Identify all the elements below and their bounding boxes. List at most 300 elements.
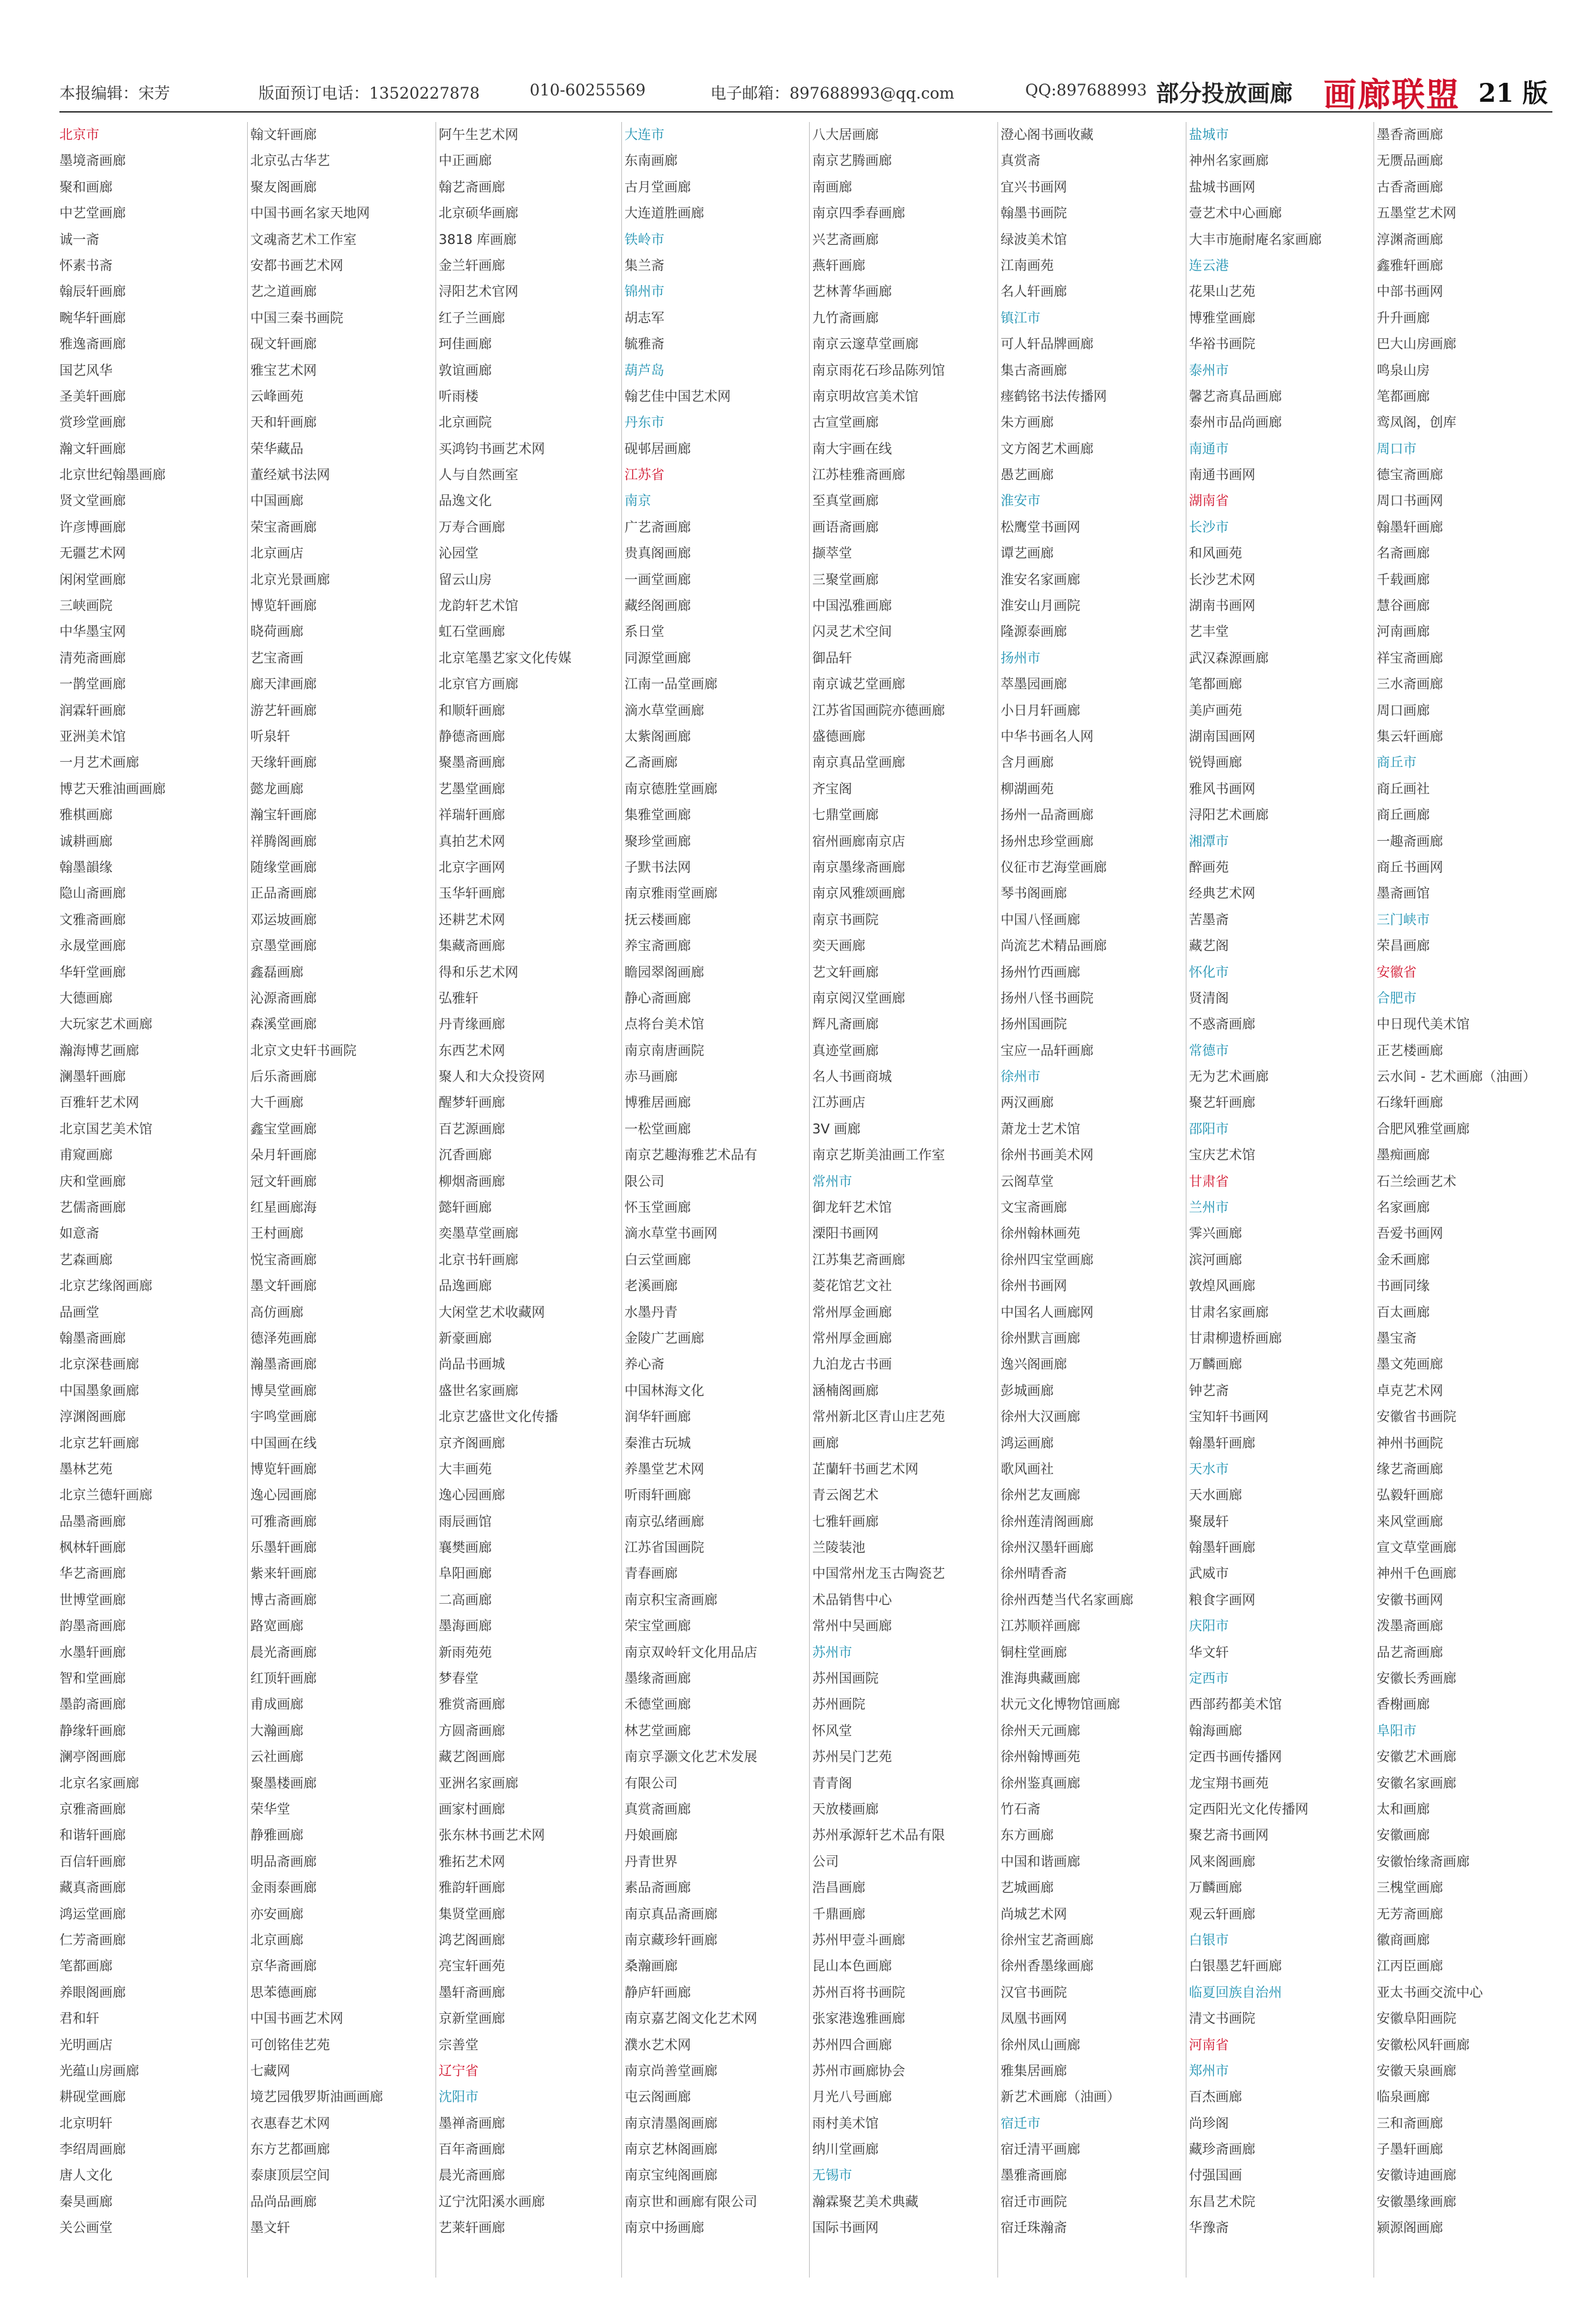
gallery-entry: 南京云邃草堂画廊	[812, 336, 918, 352]
gallery-entry: 养眼阁画廊	[59, 1984, 126, 2000]
gallery-entry: 东方艺都画廊	[250, 2142, 330, 2157]
gallery-entry: 淳渊阁画廊	[59, 1409, 126, 1425]
gallery-entry: 永晟堂画廊	[59, 938, 126, 954]
gallery-entry: 新艺术画廊（油画）	[1001, 2089, 1120, 2105]
gallery-entry: 南京书画院	[812, 912, 879, 927]
gallery-entry: 安徽诗迪画廊	[1377, 2168, 1456, 2183]
gallery-entry: 冠文轩画廊	[250, 1173, 317, 1189]
gallery-entry: 北京世纪翰墨画廊	[59, 467, 166, 483]
gallery-entry: 宿迁清平画廊	[1001, 2142, 1080, 2157]
gallery-entry: 中国常州龙玉古陶瓷艺	[812, 1566, 945, 1582]
gallery-entry: 林艺堂画廊	[624, 1723, 691, 1738]
gallery-entry: 养心斋	[624, 1357, 664, 1372]
gallery-entry: 宝知轩书画网	[1189, 1409, 1269, 1425]
gallery-entry: 亮宝轩画苑	[439, 1958, 505, 1974]
gallery-entry: 大连道胜画廊	[624, 205, 704, 221]
gallery-entry: 敦谊画廊	[439, 362, 492, 378]
gallery-entry: 宜兴书画网	[1001, 179, 1067, 195]
gallery-entry: 天和轩画廊	[250, 415, 317, 430]
gallery-entry: 安徽艺术画廊	[1377, 1749, 1456, 1765]
gallery-entry: 兰陵装池	[812, 1540, 865, 1556]
gallery-entry: 世博堂画廊	[59, 1592, 126, 1607]
gallery-entry: 江苏画店	[812, 1095, 865, 1111]
gallery-entry: 徐州默言画廊	[1001, 1330, 1080, 1346]
gallery-entry: 李绍周画廊	[59, 2142, 126, 2157]
gallery-entry: 三峡画院	[59, 598, 113, 614]
gallery-entry: 名人书画商城	[812, 1069, 892, 1085]
gallery-entry: 京齐阁画廊	[439, 1435, 505, 1451]
gallery-entry: 真迹堂画廊	[812, 1042, 879, 1058]
gallery-entry: 九竹斋画廊	[812, 310, 879, 326]
gallery-entry: 彭城画廊	[1001, 1382, 1054, 1398]
city-heading: 郑州市	[1189, 2063, 1229, 2078]
city-heading: 铁岭市	[624, 231, 664, 247]
editor-credit: 本报编辑：宋芳	[59, 84, 171, 102]
gallery-entry: 聚珍堂画廊	[624, 833, 691, 849]
gallery-entry: 北京画廊	[250, 1932, 303, 1948]
gallery-entry: 太紫阁画廊	[624, 728, 691, 744]
gallery-entry: 集云轩画廊	[1377, 728, 1443, 744]
gallery-entry: 安徽天泉画廊	[1377, 2063, 1456, 2078]
gallery-entry: 系日堂	[624, 624, 664, 640]
gallery-entry: 天缘轩画廊	[250, 755, 317, 771]
gallery-entry: 闲闲堂画廊	[59, 571, 126, 587]
gallery-entry: 古月堂画廊	[624, 179, 691, 195]
gallery-entry: 墨文轩	[250, 2220, 290, 2236]
gallery-entry: 华艺斋画廊	[59, 1566, 126, 1582]
gallery-entry: 养墨堂艺术网	[624, 1461, 704, 1477]
gallery-entry: 东西艺术网	[439, 1042, 505, 1058]
gallery-entry: 南京艺腾画廊	[812, 153, 892, 169]
gallery-entry: 南京明故宫美术馆	[812, 388, 918, 404]
gallery-entry: 竹石斋	[1001, 1802, 1040, 1817]
gallery-entry: 苦墨斋	[1189, 912, 1229, 927]
second-phone: 010-60255569	[530, 81, 646, 99]
gallery-entry: 歌风画社	[1001, 1461, 1054, 1477]
gallery-entry: 大闲堂艺术收藏网	[439, 1304, 545, 1320]
gallery-entry: 怀风堂	[812, 1723, 852, 1738]
gallery-entry: 王村画廊	[250, 1226, 303, 1241]
gallery-entry: 乙斋画廊	[624, 755, 678, 771]
gallery-entry: 静德斋画廊	[439, 728, 505, 744]
gallery-entry: 笔都画廊	[1377, 388, 1430, 404]
gallery-entry: 翰艺斋画廊	[439, 179, 505, 195]
province-heading: 甘肃省	[1189, 1173, 1229, 1189]
gallery-entry: 南京雨花石珍品陈列馆	[812, 362, 945, 378]
gallery-entry: 奕天画廊	[812, 938, 865, 954]
gallery-entry: 名家画廊	[1377, 1200, 1430, 1216]
gallery-entry: 三水斋画廊	[1377, 676, 1443, 692]
page-header	[59, 67, 1552, 113]
gallery-entry: 墨斋画馆	[1377, 886, 1430, 901]
gallery-entry: 江丙臣画廊	[1377, 1958, 1443, 1974]
gallery-entry: 博艺天雅油画画廊	[59, 781, 166, 796]
gallery-entry: 商丘书画网	[1377, 859, 1443, 875]
gallery-entry: 文魂斋艺术工作室	[250, 231, 356, 247]
gallery-entry: 笔都画廊	[59, 1958, 113, 1974]
gallery-entry: 天水画廊	[1189, 1487, 1242, 1503]
gallery-entry: 百艺源画廊	[439, 1121, 505, 1137]
gallery-entry: 聚艺轩画廊	[1189, 1095, 1255, 1111]
gallery-entry: 颍源阁画廊	[1377, 2220, 1443, 2236]
city-heading: 泰州市	[1189, 362, 1229, 378]
gallery-entry: 百杰画廊	[1189, 2089, 1242, 2105]
gallery-entry: 芷蘭轩书画艺术网	[812, 1461, 918, 1477]
gallery-entry: 淳渊斋画廊	[1377, 231, 1443, 247]
gallery-entry: 尚品书画城	[439, 1357, 505, 1372]
gallery-entry: 聚墨楼画廊	[250, 1775, 317, 1791]
gallery-entry: 聚人和大众投资网	[439, 1069, 545, 1085]
gallery-entry: 品尚品画廊	[250, 2193, 317, 2209]
gallery-entry: 荣华堂	[250, 1802, 290, 1817]
gallery-entry: 一画堂画廊	[624, 571, 691, 587]
gallery-entry: 怀素书斋	[59, 257, 113, 273]
gallery-entry: 南京南唐画院	[624, 1042, 704, 1058]
gallery-entry: 禾德堂画廊	[624, 1697, 691, 1712]
gallery-entry: 常州厚金画廊	[812, 1304, 892, 1320]
gallery-entry: 雅逸斋画廊	[59, 336, 126, 352]
gallery-entry: 澜墨轩画廊	[59, 1069, 126, 1085]
gallery-entry: 汉官书画院	[1001, 1984, 1067, 2000]
gallery-entry: 江苏省国画院	[624, 1540, 704, 1556]
gallery-entry: 东南画廊	[624, 153, 678, 169]
gallery-entry: 翰辰轩画廊	[59, 284, 126, 300]
gallery-entry: 如意斋	[59, 1226, 99, 1241]
gallery-entry: 中国林海文化	[624, 1382, 704, 1398]
gallery-entry: 砚邨居画廊	[624, 441, 691, 456]
gallery-entry: 商丘画廊	[1377, 807, 1430, 823]
gallery-entry: 鸾凤阁，创库	[1377, 415, 1456, 430]
gallery-entry: 鸿运堂画廊	[59, 1906, 126, 1922]
gallery-entry: 文雅斋画廊	[59, 912, 126, 927]
gallery-entry: 还耕艺术网	[439, 912, 505, 927]
gallery-entry: 晨光斋画廊	[250, 1644, 317, 1660]
gallery-entry: 聚墨斋画廊	[439, 755, 505, 771]
gallery-entry: 境艺园俄罗斯油画画廊	[250, 2089, 383, 2105]
gallery-entry: 仁芳斋画廊	[59, 1932, 126, 1948]
gallery-entry: 北京官方画廊	[439, 676, 518, 692]
gallery-entry: 五墨堂艺术网	[1377, 205, 1456, 221]
gallery-entry: 翰墨斋画廊	[59, 1330, 126, 1346]
gallery-entry: 瞻园翠阁画廊	[624, 964, 704, 980]
gallery-entry: 南京风雅颂画廊	[812, 886, 905, 901]
gallery-entry: 老溪画廊	[624, 1278, 678, 1294]
gallery-entry: 宿州画廊南京店	[812, 833, 905, 849]
gallery-entry: 衣惠春艺术网	[250, 2115, 330, 2131]
gallery-entry: 韵墨斋画廊	[59, 1618, 126, 1634]
gallery-entry: 南京真品斋画廊	[624, 1906, 717, 1922]
gallery-entry: 品艺斋画廊	[1377, 1644, 1443, 1660]
gallery-entry: 南京清墨阁画廊	[624, 2115, 717, 2131]
gallery-entry: 萧龙士艺术馆	[1001, 1121, 1080, 1137]
gallery-entry: 翰墨书画院	[1001, 205, 1067, 221]
gallery-entry: 静雅画廊	[250, 1827, 303, 1843]
gallery-entry: 贤文堂画廊	[59, 493, 126, 509]
gallery-entry: 南京藏珍轩画廊	[624, 1932, 717, 1948]
gallery-entry: 定西阳光文化传播网	[1189, 1802, 1308, 1817]
gallery-entry: 金陵广艺画廊	[624, 1330, 704, 1346]
gallery-entry: 丹娘画廊	[624, 1827, 678, 1843]
gallery-entry: 藏经阁画廊	[624, 598, 691, 614]
gallery-entry: 扬州一品斋画廊	[1001, 807, 1093, 823]
gallery-entry: 苏州甲壹斗画廊	[812, 1932, 905, 1948]
gallery-entry: 祥宝斋画廊	[1377, 650, 1443, 666]
gallery-entry: 二高画廊	[439, 1592, 492, 1607]
gallery-entry: 中正画廊	[439, 153, 492, 169]
gallery-entry: 雅集居画廊	[1001, 2063, 1067, 2078]
gallery-entry: 新雨苑苑	[439, 1644, 492, 1660]
gallery-entry: 徐州天元画廊	[1001, 1723, 1080, 1738]
gallery-entry: 南京艺林阁画廊	[624, 2142, 717, 2157]
gallery-entry: 弘雅轩	[439, 990, 478, 1006]
directory-columns	[59, 122, 1552, 2284]
gallery-entry: 中国画廊	[250, 493, 303, 509]
gallery-entry: 琴书阁画廊	[1001, 886, 1067, 901]
gallery-entry: 南京宝纯阁画廊	[624, 2168, 717, 2183]
gallery-entry: 青青阁	[812, 1775, 852, 1791]
gallery-entry: 北京书轩画廊	[439, 1252, 518, 1267]
gallery-entry: 南通书画网	[1189, 467, 1255, 483]
gallery-entry: 北京艺盛世文化传播	[439, 1409, 558, 1425]
gallery-entry: 许彦博画廊	[59, 519, 126, 535]
gallery-entry: 南京艺斯美油画工作室	[812, 1147, 945, 1163]
gallery-entry: 思苯德画廊	[250, 1984, 317, 2000]
gallery-entry: 品画堂	[59, 1304, 99, 1320]
gallery-entry: 名人轩画廊	[1001, 284, 1067, 300]
gallery-entry: 升升画廊	[1377, 310, 1430, 326]
gallery-entry: 三聚堂画廊	[812, 571, 879, 587]
gallery-entry: 隆源泰画廊	[1001, 624, 1067, 640]
gallery-entry: 宝应一品轩画廊	[1001, 1042, 1093, 1058]
gallery-entry: 后乐斋画廊	[250, 1069, 317, 1085]
gallery-entry: 太和画廊	[1377, 1802, 1430, 1817]
gallery-entry: 墨宝斋	[1377, 1330, 1416, 1346]
gallery-entry: 涵楠阁画廊	[812, 1382, 879, 1398]
gallery-entry: 卓克艺术网	[1377, 1382, 1443, 1398]
city-heading: 徐州市	[1001, 1069, 1040, 1085]
city-heading: 淮安市	[1001, 493, 1040, 509]
gallery-entry: 人与自然画室	[439, 467, 518, 483]
gallery-entry: 廊天津画廊	[250, 676, 317, 692]
gallery-entry: 无芳斋画廊	[1377, 1906, 1443, 1922]
gallery-entry: 中国三秦书画院	[250, 310, 343, 326]
gallery-entry: 珂佳画廊	[439, 336, 492, 352]
gallery-entry: 墨缘斋画廊	[624, 1671, 691, 1687]
gallery-entry: 含月画廊	[1001, 755, 1054, 771]
city-heading: 合肥市	[1377, 990, 1416, 1006]
gallery-entry: 醉画苑	[1189, 859, 1229, 875]
gallery-entry: 博昊堂画廊	[250, 1382, 317, 1398]
gallery-entry: 苏州四合画廊	[812, 2037, 892, 2053]
gallery-entry: 北京笔墨艺家文化传媒	[439, 650, 571, 666]
gallery-entry: 苏州市画廊协会	[812, 2063, 905, 2078]
gallery-entry: 百年斋画廊	[439, 2142, 505, 2157]
gallery-entry: 真赏斋画廊	[624, 1802, 691, 1817]
gallery-entry: 静缘轩画廊	[59, 1723, 126, 1738]
gallery-entry: 愚艺画廊	[1001, 467, 1054, 483]
gallery-entry: 无为艺术画廊	[1189, 1069, 1269, 1085]
gallery-entry: 3818 库画廊	[439, 231, 517, 247]
gallery-entry: 博览轩画廊	[250, 598, 317, 614]
gallery-entry: 翰海画廊	[1189, 1723, 1242, 1738]
gallery-entry: 清文书画院	[1189, 2011, 1255, 2027]
gallery-entry: 雨辰画馆	[439, 1513, 492, 1529]
gallery-entry: 湖南国画网	[1189, 728, 1255, 744]
gallery-entry: 九泊龙古书画	[812, 1357, 892, 1372]
gallery-entry: 品逸画廊	[439, 1278, 492, 1294]
gallery-entry: 华豫斋	[1189, 2220, 1229, 2236]
gallery-entry: 听泉轩	[250, 728, 290, 744]
gallery-entry: 荣昌画廊	[1377, 938, 1430, 954]
gallery-entry: 盛世名家画廊	[439, 1382, 518, 1398]
gallery-entry: 钟艺斋	[1189, 1382, 1229, 1398]
gallery-entry: 美庐画苑	[1189, 702, 1242, 718]
gallery-entry: 徐州艺友画廊	[1001, 1487, 1080, 1503]
gallery-entry: 菱花馆艺文社	[812, 1278, 892, 1294]
gallery-entry: 萃墨园画廊	[1001, 676, 1067, 692]
gallery-entry: 江南一品堂画廊	[624, 676, 717, 692]
gallery-entry: 桑瀚画廊	[624, 1958, 678, 1974]
qq-number: QQ:897688993	[1025, 81, 1147, 99]
gallery-entry: 苏州画院	[812, 1697, 865, 1712]
gallery-entry: 和风画苑	[1189, 546, 1242, 561]
gallery-entry: 藏艺阁	[1189, 938, 1229, 954]
gallery-entry: 壹艺术中心画廊	[1189, 205, 1282, 221]
gallery-entry: 安徽画廊	[1377, 1827, 1430, 1843]
gallery-entry: 亚太书画交流中心	[1377, 1984, 1483, 2000]
gallery-entry: 云水间 - 艺术画廊（油画）	[1377, 1069, 1536, 1085]
city-heading: 丹东市	[624, 415, 664, 430]
gallery-entry: 古香斋画廊	[1377, 179, 1443, 195]
gallery-entry: 中国和谐画廊	[1001, 1853, 1080, 1869]
gallery-entry: 红星画廊海	[250, 1200, 317, 1216]
province-heading: 河南省	[1189, 2037, 1229, 2053]
gallery-entry: 大玩家艺术画廊	[59, 1016, 152, 1032]
gallery-entry: 龙宝翔书画苑	[1189, 1775, 1269, 1791]
gallery-entry: 柳烟斋画廊	[439, 1173, 505, 1189]
gallery-entry: 百太画廊	[1377, 1304, 1430, 1320]
province-heading: 安徽省	[1377, 964, 1416, 980]
gallery-entry: 安徽怡缘斋画廊	[1377, 1853, 1470, 1869]
gallery-entry: 限公司	[624, 1173, 664, 1189]
gallery-entry: 润霖轩画廊	[59, 702, 126, 718]
gallery-entry: 江苏桂雅斋画廊	[812, 467, 905, 483]
gallery-entry: 聚艺斋书画网	[1189, 1827, 1269, 1843]
gallery-entry: 苏州承源轩艺术品有限	[812, 1827, 945, 1843]
gallery-entry: 水墨丹青	[624, 1304, 678, 1320]
gallery-entry: 淮安山月画院	[1001, 598, 1080, 614]
city-heading: 白银市	[1189, 1932, 1229, 1948]
gallery-entry: 南京墨缘斋画廊	[812, 859, 905, 875]
gallery-entry: 高仿画廊	[250, 1304, 303, 1320]
gallery-entry: 鸿艺阁画廊	[439, 1932, 505, 1948]
gallery-entry: 南京尚善堂画廊	[624, 2063, 717, 2078]
gallery-entry: 中国书画名家天地网	[250, 205, 370, 221]
gallery-entry: 藏珍斋画廊	[1189, 2142, 1255, 2157]
gallery-entry: 南京中扬画廊	[624, 2220, 704, 2236]
city-heading: 苏州市	[812, 1644, 852, 1660]
gallery-entry: 墨禅斋画廊	[439, 2115, 505, 2131]
gallery-entry: 苏州国画院	[812, 1671, 879, 1687]
gallery-entry: 宿迁市画院	[1001, 2193, 1067, 2209]
gallery-entry: 和谐轩画廊	[59, 1827, 126, 1843]
gallery-entry: 艺城画廊	[1001, 1880, 1054, 1896]
gallery-entry: 董经斌书法网	[250, 467, 330, 483]
gallery-entry: 光蕴山房画廊	[59, 2063, 139, 2078]
city-heading: 南通市	[1189, 441, 1229, 456]
gallery-entry: 西部药都美术馆	[1189, 1697, 1282, 1712]
gallery-entry: 博雅居画廊	[624, 1095, 691, 1111]
gallery-entry: 百信轩画廊	[59, 1853, 126, 1869]
page-number: 21 版	[1478, 78, 1548, 108]
gallery-entry: 月光八号画廊	[812, 2089, 892, 2105]
gallery-entry: 宇鸣堂画廊	[250, 1409, 317, 1425]
gallery-entry: 徐州莲清阁画廊	[1001, 1513, 1093, 1529]
gallery-entry: 万寿合画廊	[439, 519, 505, 535]
gallery-entry: 辉凡斋画廊	[812, 1016, 879, 1032]
gallery-entry: 圣美轩画廊	[59, 388, 126, 404]
gallery-entry: 辽宁沈阳溪水画廊	[439, 2193, 545, 2209]
gallery-entry: 付强国画	[1189, 2168, 1242, 2183]
gallery-entry: 素品斋画廊	[624, 1880, 691, 1896]
gallery-entry: 丹青世界	[624, 1853, 678, 1869]
gallery-entry: 墨雅斋画廊	[1001, 2168, 1067, 2183]
gallery-entry: 河南画廊	[1377, 624, 1430, 640]
gallery-entry: 国际书画网	[812, 2220, 879, 2236]
gallery-entry: 荣华藏品	[250, 441, 303, 456]
gallery-entry: 南京德胜堂画廊	[624, 781, 717, 796]
gallery-entry: 中国书画艺术网	[250, 2011, 343, 2027]
gallery-entry: 正品斋画廊	[250, 886, 317, 901]
gallery-entry: 小日月轩画廊	[1001, 702, 1080, 718]
gallery-entry: 万麟画廊	[1189, 1357, 1242, 1372]
city-heading: 商丘市	[1377, 755, 1416, 771]
gallery-entry: 徐州大汉画廊	[1001, 1409, 1080, 1425]
gallery-entry: 京雅斋画廊	[59, 1802, 126, 1817]
gallery-entry: 朵月轩画廊	[250, 1147, 317, 1163]
gallery-entry: 粮食字画网	[1189, 1592, 1255, 1607]
gallery-entry: 青云阁艺术	[812, 1487, 879, 1503]
gallery-entry: 江苏顺祥画廊	[1001, 1618, 1080, 1634]
gallery-entry: 3V 画廊	[812, 1121, 861, 1137]
gallery-entry: 慧谷画廊	[1377, 598, 1430, 614]
gallery-entry: 华裕书画院	[1189, 336, 1255, 352]
gallery-entry: 德泽苑画廊	[250, 1330, 317, 1346]
gallery-entry: 安徽墨缘画廊	[1377, 2193, 1456, 2209]
gallery-entry: 金禾画廊	[1377, 1252, 1430, 1267]
gallery-entry: 北京艺缘阁画廊	[59, 1278, 152, 1294]
gallery-entry: 扬州国画院	[1001, 1016, 1067, 1032]
gallery-entry: 路宽画廊	[250, 1618, 303, 1634]
directory-column	[1374, 122, 1552, 2278]
gallery-entry: 懿龙画廊	[250, 781, 303, 796]
gallery-entry: 溧阳书画网	[812, 1226, 879, 1241]
gallery-entry: 关公画堂	[59, 2220, 113, 2236]
gallery-entry: 可雅斋画廊	[250, 1513, 317, 1529]
gallery-entry: 来风堂画廊	[1377, 1513, 1443, 1529]
gallery-entry: 不惑斋画廊	[1189, 1016, 1255, 1032]
gallery-entry: 艺莱轩画廊	[439, 2220, 505, 2236]
city-heading: 锦州市	[624, 284, 664, 300]
gallery-entry: 江苏集艺斋画廊	[812, 1252, 905, 1267]
gallery-entry: 同源堂画廊	[624, 650, 691, 666]
gallery-entry: 安徽书画网	[1377, 1592, 1443, 1607]
gallery-entry: 中艺堂画廊	[59, 205, 126, 221]
gallery-entry: 常州厚金画廊	[812, 1330, 892, 1346]
gallery-entry: 徐州晴香斋	[1001, 1566, 1067, 1582]
gallery-entry: 留云山房	[439, 571, 492, 587]
gallery-entry: 定西书画传播网	[1189, 1749, 1282, 1765]
